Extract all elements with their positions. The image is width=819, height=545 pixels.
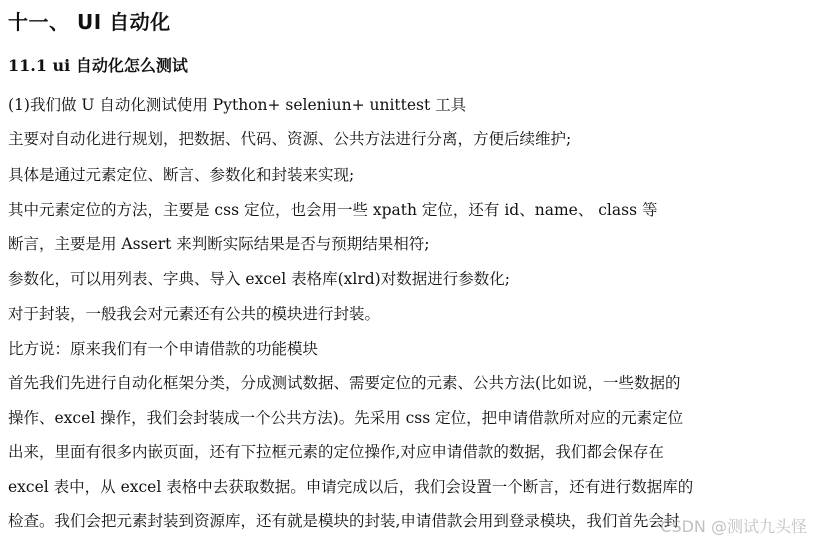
paragraph-line: 主要对自动化进行规划，把数据、代码、资源、公共方法进行分离，方便后续维护; <box>8 130 572 148</box>
subsection-heading: 11.1 ui 自动化怎么测试 <box>8 56 188 75</box>
watermark: CSDN @测试九头怪 <box>660 517 807 536</box>
paragraph-line: 检查。我们会把元素封装到资源库，还有就是模块的封装,申请借款会用到登录模块，我们首先会封 <box>8 512 680 530</box>
paragraph-line: 对于封装，一般我会对元素还有公共的模块进行封装。 <box>8 305 381 323</box>
paragraph-line: 断言，主要是用 Assert 来判断实际结果是否与预期结果相符; <box>8 235 430 253</box>
paragraph-line: 操作、excel 操作，我们会封装成一个公共方法)。先采用 css 定位，把申请借款所对应的元素定位 <box>8 409 684 427</box>
section-heading: 十一、 UI 自动化 <box>8 10 171 34</box>
paragraph-line: (1)我们做 U 自动化测试使用 Python+ seleniun+ unittest 工具 <box>8 96 467 114</box>
paragraph-line: excel 表中，从 excel 表格中去获取数据。申请完成以后，我们会设置一个断言，还有进行数据库的 <box>8 478 694 496</box>
paragraph-line: 首先我们先进行自动化框架分类，分成测试数据、需要定位的元素、公共方法(比如说，一些数据的 <box>8 374 681 392</box>
paragraph-line: 参数化，可以用列表、字典、导入 excel 表格库(xlrd)对数据进行参数化; <box>8 270 510 288</box>
paragraph-line: 具体是通过元素定位、断言、参数化和封装来实现; <box>8 166 355 184</box>
paragraph-line: 其中元素定位的方法，主要是 css 定位，也会用一些 xpath 定位，还有 id、name、 class 等 <box>8 201 658 219</box>
paragraph-line: 出来，里面有很多内嵌页面，还有下拉框元素的定位操作,对应申请借款的数据，我们都会保存在 <box>8 443 664 461</box>
paragraph-line: 比方说：原来我们有一个申请借款的功能模块 <box>8 340 319 358</box>
